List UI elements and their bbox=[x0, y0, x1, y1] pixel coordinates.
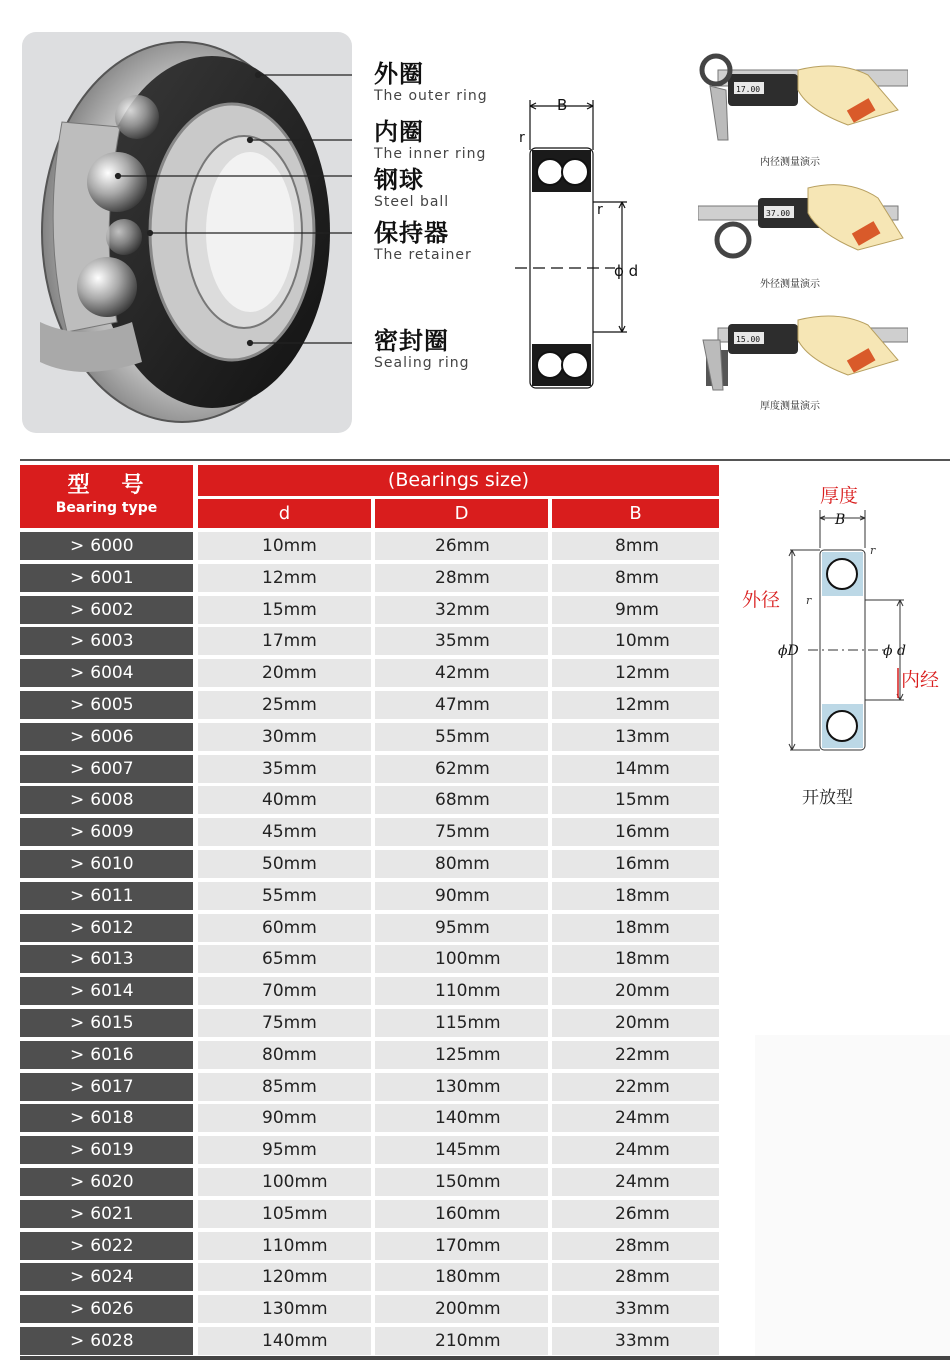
outer-diameter-cell: 35mm bbox=[375, 627, 548, 655]
width-cell: 33mm bbox=[552, 1295, 719, 1323]
table-row bbox=[20, 723, 720, 751]
arrow-icon: > bbox=[70, 1013, 85, 1033]
width-cell: 10mm bbox=[552, 627, 719, 655]
bearing-type-cell bbox=[20, 1200, 193, 1228]
inner-diameter-cell: 85mm bbox=[198, 1073, 371, 1101]
bearing-type-cell bbox=[20, 627, 193, 655]
width-cell: 24mm bbox=[552, 1136, 719, 1164]
caliper-caption: 外径测量演示 bbox=[760, 279, 820, 290]
bearing-type-value: 6012 bbox=[90, 917, 134, 938]
outer-diameter-cell: 80mm bbox=[375, 850, 548, 878]
table-row bbox=[20, 850, 720, 878]
steel-ball bbox=[87, 152, 147, 212]
width-cell: 9mm bbox=[552, 596, 719, 624]
bearing-type-cell bbox=[20, 1232, 193, 1260]
outer-diameter-cell: 150mm bbox=[375, 1168, 548, 1196]
caliper-caption: 内径测量演示 bbox=[760, 157, 820, 168]
bearing-schematic bbox=[505, 90, 645, 395]
table-row bbox=[20, 945, 720, 973]
part-name-cn: 保持器 bbox=[374, 219, 449, 247]
table-row bbox=[20, 1263, 720, 1291]
part-name-cn: 内圈 bbox=[374, 118, 424, 146]
inner-diameter-cell: 100mm bbox=[198, 1168, 371, 1196]
table-row bbox=[20, 914, 720, 942]
outer-diameter-cell: 145mm bbox=[375, 1136, 548, 1164]
bearing-type-value: 6017 bbox=[90, 1076, 134, 1097]
width-cell: 22mm bbox=[552, 1073, 719, 1101]
arrow-icon: > bbox=[70, 1172, 85, 1192]
part-inner-ring bbox=[374, 118, 486, 163]
width-cell: 28mm bbox=[552, 1232, 719, 1260]
bearing-type-value: 6004 bbox=[90, 663, 134, 684]
inner-diameter-cell: 12mm bbox=[198, 564, 371, 592]
type-column-header bbox=[20, 465, 193, 528]
table-row bbox=[20, 1327, 720, 1355]
bearing-type-value: 6008 bbox=[90, 790, 134, 811]
inner-diameter-cell: 40mm bbox=[198, 786, 371, 814]
outer-diameter-cell: 95mm bbox=[375, 914, 548, 942]
bearing-type-cell bbox=[20, 1009, 193, 1037]
outer-diameter-cell: 110mm bbox=[375, 977, 548, 1005]
inner-diameter-cell: 75mm bbox=[198, 1009, 371, 1037]
bearing-type-cell bbox=[20, 1263, 193, 1291]
part-sealing-ring bbox=[374, 327, 469, 372]
arrow-icon: > bbox=[70, 1299, 85, 1320]
outer-diameter-cell: 28mm bbox=[375, 564, 548, 592]
bearing-type-value: 6009 bbox=[90, 822, 134, 843]
width-cell: 16mm bbox=[552, 850, 719, 878]
part-name-cn: 钢球 bbox=[374, 166, 424, 194]
outer-diameter-cell: 160mm bbox=[375, 1200, 548, 1228]
arrow-icon: > bbox=[70, 1044, 85, 1065]
bearing-type-value: 6018 bbox=[90, 1108, 134, 1129]
inner-diameter-cell: 35mm bbox=[198, 755, 371, 783]
arrow-icon: > bbox=[70, 949, 85, 970]
part-name-en: The inner ring bbox=[374, 146, 487, 162]
outer-diameter-cell: 140mm bbox=[375, 1104, 548, 1132]
bearing-type-cell bbox=[20, 818, 193, 846]
outer-diameter-cell: 180mm bbox=[375, 1263, 548, 1291]
caliper-image bbox=[698, 178, 908, 268]
inner-diameter-cell: 50mm bbox=[198, 850, 371, 878]
arrow-icon: > bbox=[70, 663, 85, 684]
width-cell: 12mm bbox=[552, 659, 719, 687]
part-retainer bbox=[374, 219, 472, 264]
width-cell: 8mm bbox=[552, 532, 719, 560]
table-row bbox=[20, 977, 720, 1005]
table-row bbox=[20, 1168, 720, 1196]
outer-diameter-label: 外径 bbox=[742, 589, 781, 611]
table-row bbox=[20, 1232, 720, 1260]
type-header-cn: 型 号 bbox=[67, 473, 156, 498]
bearing-type-value: 6001 bbox=[90, 567, 134, 588]
caliper-image bbox=[698, 50, 908, 150]
arrow-icon: > bbox=[70, 822, 85, 843]
bearing-type-cell bbox=[20, 659, 193, 687]
arrow-icon: > bbox=[70, 981, 85, 1002]
bearing-type-cell bbox=[20, 977, 193, 1005]
bearing-type-cell bbox=[20, 691, 193, 719]
table-row bbox=[20, 1073, 720, 1101]
blank-panel bbox=[755, 1035, 950, 1360]
side-b-label: B bbox=[835, 512, 846, 528]
bearing-type-value: 6022 bbox=[90, 1235, 134, 1256]
inner-diameter-cell: 60mm bbox=[198, 914, 371, 942]
bearing-type-cell bbox=[20, 723, 193, 751]
side-r-label: r bbox=[870, 544, 876, 557]
outer-diameter-cell: 130mm bbox=[375, 1073, 548, 1101]
side-D-label: ϕD bbox=[778, 643, 799, 659]
width-cell: 18mm bbox=[552, 882, 719, 910]
inner-diameter-cell: 17mm bbox=[198, 627, 371, 655]
bearing-type-cell bbox=[20, 914, 193, 942]
caliper-caption: 厚度测量演示 bbox=[760, 401, 820, 412]
bearing-type-value: 6015 bbox=[90, 1013, 134, 1033]
table-row bbox=[20, 532, 720, 560]
inner-diameter-cell: 90mm bbox=[198, 1104, 371, 1132]
inner-diameter-cell: 65mm bbox=[198, 945, 371, 973]
part-name-cn: 外圈 bbox=[374, 60, 424, 88]
column-header-D: D bbox=[375, 499, 548, 528]
width-cell: 20mm bbox=[552, 977, 719, 1005]
width-cell: 22mm bbox=[552, 1041, 719, 1069]
table-row bbox=[20, 691, 720, 719]
inner-diameter-cell: 140mm bbox=[198, 1327, 371, 1355]
bearing-illustration bbox=[22, 32, 352, 433]
bearing-type-cell bbox=[20, 755, 193, 783]
outer-diameter-cell: 200mm bbox=[375, 1295, 548, 1323]
size-group-header: (Bearings size) bbox=[198, 465, 719, 496]
bearing-type-value: 6019 bbox=[90, 1140, 134, 1161]
inner-diameter-cell: 30mm bbox=[198, 723, 371, 751]
outer-diameter-cell: 42mm bbox=[375, 659, 548, 687]
table-row bbox=[20, 627, 720, 655]
column-header-B: B bbox=[552, 499, 719, 528]
bearing-type-value: 6026 bbox=[90, 1299, 134, 1320]
inner-diameter-cell: 80mm bbox=[198, 1041, 371, 1069]
bearing-type-value: 6013 bbox=[90, 949, 134, 970]
table-row bbox=[20, 1104, 720, 1132]
caliper-reading: 17.00 bbox=[736, 85, 761, 94]
width-cell: 18mm bbox=[552, 945, 719, 973]
table-row bbox=[20, 786, 720, 814]
arrow-icon: > bbox=[70, 917, 85, 938]
bearing-type-value: 6011 bbox=[90, 885, 134, 906]
bearing-type-value: 6003 bbox=[90, 631, 134, 652]
inner-diameter-cell: 110mm bbox=[198, 1232, 371, 1260]
bearing-type-value: 6010 bbox=[90, 854, 134, 874]
width-cell: 13mm bbox=[552, 723, 719, 751]
bearing-type-value: 6002 bbox=[90, 599, 134, 620]
schematic-d-label: ϕ d bbox=[614, 262, 639, 280]
part-outer-ring bbox=[374, 60, 488, 105]
bearing-type-value: 6000 bbox=[90, 536, 134, 556]
inner-diameter-cell: 20mm bbox=[198, 659, 371, 687]
width-cell: 26mm bbox=[552, 1200, 719, 1228]
arrow-icon: > bbox=[70, 536, 85, 556]
outer-diameter-cell: 26mm bbox=[375, 532, 548, 560]
type-header-en: Bearing type bbox=[55, 500, 158, 516]
bearing-type-value: 6005 bbox=[90, 695, 134, 715]
bottom-border bbox=[20, 1356, 950, 1360]
bearing-type-cell bbox=[20, 1104, 193, 1132]
schematic-r-label: r bbox=[597, 202, 603, 218]
outer-diameter-cell: 100mm bbox=[375, 945, 548, 973]
width-cell: 18mm bbox=[552, 914, 719, 942]
arrow-icon: > bbox=[70, 631, 85, 652]
bearing-type-cell bbox=[20, 596, 193, 624]
thickness-label: 厚度 bbox=[820, 485, 859, 507]
bearing-type-value: 6020 bbox=[90, 1172, 134, 1192]
inner-diameter-cell: 15mm bbox=[198, 596, 371, 624]
outer-diameter-cell: 62mm bbox=[375, 755, 548, 783]
table-row bbox=[20, 755, 720, 783]
part-name-en: The outer ring bbox=[374, 88, 488, 104]
bearing-type-cell bbox=[20, 1327, 193, 1355]
steel-ball bbox=[77, 257, 137, 317]
bearing-type-value: 6007 bbox=[90, 758, 134, 779]
arrow-icon: > bbox=[70, 1203, 85, 1224]
outer-diameter-cell: 125mm bbox=[375, 1041, 548, 1069]
bearing-type-value: 6016 bbox=[90, 1044, 134, 1065]
caliper-image bbox=[698, 310, 908, 395]
inner-diameter-label: 内经 bbox=[901, 669, 940, 691]
table-row bbox=[20, 818, 720, 846]
outer-diameter-cell: 90mm bbox=[375, 882, 548, 910]
bearing-type-value: 6024 bbox=[90, 1267, 134, 1288]
bearing-type-cell bbox=[20, 850, 193, 878]
inner-diameter-cell: 105mm bbox=[198, 1200, 371, 1228]
arrow-icon: > bbox=[70, 1331, 85, 1351]
outer-diameter-cell: 210mm bbox=[375, 1327, 548, 1355]
side-r-label: r bbox=[806, 594, 812, 607]
arrow-icon: > bbox=[70, 854, 85, 874]
bearing-type-value: 6014 bbox=[90, 981, 134, 1002]
part-steel-ball bbox=[374, 166, 449, 211]
part-name-cn: 密封圈 bbox=[374, 327, 449, 355]
schematic-r-label: r bbox=[519, 130, 525, 146]
width-cell: 15mm bbox=[552, 786, 719, 814]
bearing-type-cell bbox=[20, 1295, 193, 1323]
bearing-type-cell bbox=[20, 1168, 193, 1196]
table-row bbox=[20, 659, 720, 687]
bearing-type-cell bbox=[20, 1041, 193, 1069]
part-name-en: Sealing ring bbox=[374, 355, 470, 371]
outer-diameter-cell: 75mm bbox=[375, 818, 548, 846]
arrow-icon: > bbox=[70, 695, 85, 715]
inner-diameter-cell: 45mm bbox=[198, 818, 371, 846]
outer-diameter-cell: 170mm bbox=[375, 1232, 548, 1260]
inner-diameter-cell: 130mm bbox=[198, 1295, 371, 1323]
inner-diameter-cell: 55mm bbox=[198, 882, 371, 910]
bearing-photo bbox=[22, 32, 352, 433]
outer-diameter-cell: 55mm bbox=[375, 723, 548, 751]
width-cell: 24mm bbox=[552, 1168, 719, 1196]
width-cell: 28mm bbox=[552, 1263, 719, 1291]
arrow-icon: > bbox=[70, 1140, 85, 1161]
table-row bbox=[20, 596, 720, 624]
table-row bbox=[20, 1136, 720, 1164]
width-cell: 8mm bbox=[552, 564, 719, 592]
open-bearing-diagram bbox=[738, 478, 950, 818]
bearing-type-cell bbox=[20, 1136, 193, 1164]
inner-diameter-cell: 70mm bbox=[198, 977, 371, 1005]
arrow-icon: > bbox=[70, 567, 85, 588]
outer-diameter-cell: 68mm bbox=[375, 786, 548, 814]
open-type-caption: 开放型 bbox=[802, 788, 853, 808]
part-name-en: Steel ball bbox=[374, 194, 450, 210]
outer-diameter-cell: 32mm bbox=[375, 596, 548, 624]
section-divider bbox=[20, 459, 950, 461]
inner-diameter-cell: 10mm bbox=[198, 532, 371, 560]
side-d-label: ϕ d bbox=[883, 643, 906, 659]
bearing-type-cell bbox=[20, 564, 193, 592]
width-cell: 14mm bbox=[552, 755, 719, 783]
table-row bbox=[20, 1009, 720, 1037]
arrow-icon: > bbox=[70, 758, 85, 779]
outer-diameter-cell: 47mm bbox=[375, 691, 548, 719]
table-row bbox=[20, 1041, 720, 1069]
caliper-reading: 15.00 bbox=[736, 335, 761, 344]
inner-diameter-cell: 25mm bbox=[198, 691, 371, 719]
arrow-icon: > bbox=[70, 1267, 85, 1288]
table-row bbox=[20, 564, 720, 592]
arrow-icon: > bbox=[70, 726, 85, 747]
arrow-icon: > bbox=[70, 1235, 85, 1256]
column-header-d: d bbox=[198, 499, 371, 528]
arrow-icon: > bbox=[70, 599, 85, 620]
inner-diameter-cell: 120mm bbox=[198, 1263, 371, 1291]
bearing-type-cell bbox=[20, 1073, 193, 1101]
part-name-en: The retainer bbox=[374, 247, 472, 263]
table-row bbox=[20, 882, 720, 910]
width-cell: 16mm bbox=[552, 818, 719, 846]
bearing-type-value: 6021 bbox=[90, 1203, 134, 1224]
arrow-icon: > bbox=[70, 1076, 85, 1097]
bearing-type-cell bbox=[20, 786, 193, 814]
caliper-reading: 37.00 bbox=[766, 209, 791, 218]
outer-diameter-cell: 115mm bbox=[375, 1009, 548, 1037]
schematic-b-label: B bbox=[557, 96, 568, 114]
bearing-type-value: 6028 bbox=[90, 1331, 134, 1351]
width-cell: 33mm bbox=[552, 1327, 719, 1355]
table-row bbox=[20, 1295, 720, 1323]
bearing-type-value: 6006 bbox=[90, 726, 134, 747]
bearing-type-cell bbox=[20, 532, 193, 560]
inner-diameter-cell: 95mm bbox=[198, 1136, 371, 1164]
bearing-type-cell bbox=[20, 945, 193, 973]
arrow-icon: > bbox=[70, 790, 85, 811]
arrow-icon: > bbox=[70, 1108, 85, 1129]
arrow-icon: > bbox=[70, 885, 85, 906]
bearing-type-cell bbox=[20, 882, 193, 910]
width-cell: 20mm bbox=[552, 1009, 719, 1037]
width-cell: 24mm bbox=[552, 1104, 719, 1132]
table-row bbox=[20, 1200, 720, 1228]
width-cell: 12mm bbox=[552, 691, 719, 719]
